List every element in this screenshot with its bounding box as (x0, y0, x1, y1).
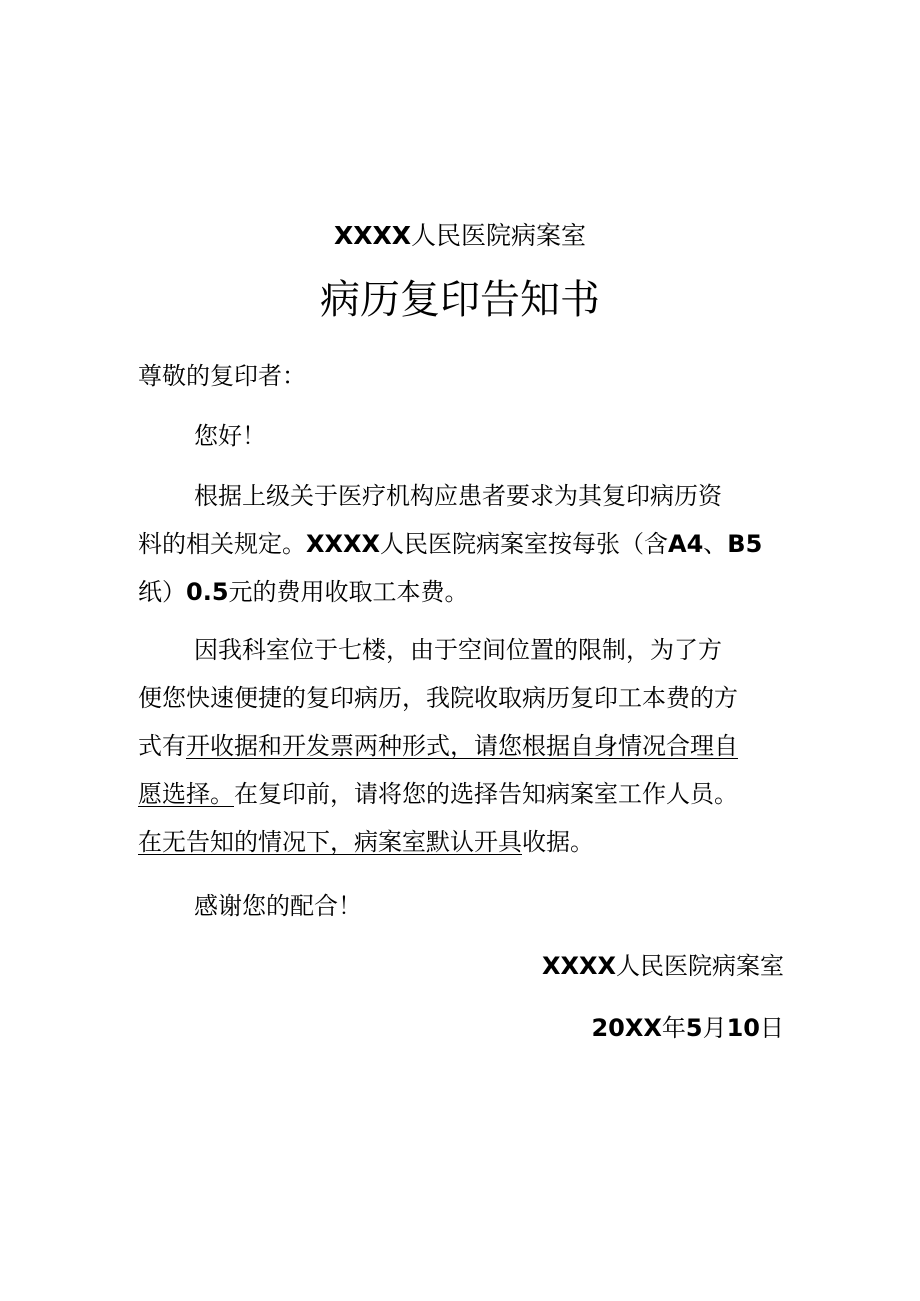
fee-text-end: 元的费用收取工本费。 (228, 578, 469, 606)
thanks-block (138, 882, 784, 930)
paper-size-b5: B5 (727, 530, 763, 558)
date-month: 5 (685, 1014, 703, 1042)
date-year: 20XX (591, 1014, 662, 1042)
date (138, 1004, 784, 1052)
greeting: 您好！ (194, 422, 266, 450)
signature-org-prefix: XXXX (541, 952, 616, 980)
paragraph-receipt-line-3 (138, 722, 784, 770)
fee-text-paper: 纸） (138, 578, 186, 606)
paragraph-fee-line-1: 根据上级关于医疗机构应患者要求为其复印病历资 (194, 482, 722, 510)
receipt-text-a: 式有 (138, 732, 186, 760)
salutation-block (138, 352, 784, 400)
salutation: 尊敬的复印者： (138, 362, 306, 390)
receipt-underlined-default: 在无告知的情况下，病案室默认开具 (138, 828, 522, 856)
receipt-text-end: 收据。 (522, 828, 594, 856)
date-year-unit: 年 (661, 1014, 686, 1042)
fee-org-prefix: XXXX (306, 530, 381, 558)
date-month-unit: 月 (702, 1014, 727, 1042)
paragraph-receipt-line-2: 便您快速便捷的复印病历，我院收取病历复印工本费的方 (138, 684, 738, 712)
paragraph-receipt-line-5 (138, 818, 784, 866)
fee-text-c: 人民医院病案室按每张（含 (380, 530, 669, 558)
date-day: 10 (726, 1014, 760, 1042)
org-header (0, 216, 920, 256)
signature-org-suffix: 人民医院病案室 (616, 952, 784, 980)
paper-size-a4: A4 (668, 530, 704, 558)
org-header-prefix: XXXX (333, 221, 412, 250)
fee-amount: 0.5 (186, 578, 229, 606)
paragraph-fee (138, 472, 784, 616)
receipt-underlined-options: 开收据和开发票两种形式，请您根据自身情况合理自 (186, 732, 738, 760)
paragraph-receipt-line-1: 因我科室位于七楼，由于空间位置的限制，为了方 (194, 636, 722, 664)
greeting-block (138, 412, 784, 460)
paragraph-receipt-line-4 (138, 770, 784, 818)
document-title: 病历复印告知书 (320, 277, 600, 323)
date-day-unit: 日 (760, 1014, 784, 1042)
paragraph-fee-line-2 (138, 520, 784, 568)
receipt-underlined-choice: 愿选择。 (138, 780, 234, 808)
paragraph-fee-line-3 (138, 568, 784, 616)
org-header-suffix: 人民医院病案室 (411, 221, 587, 250)
fee-separator: 、 (703, 530, 728, 558)
receipt-text-inform: 在复印前，请将您的选择告知病案室工作人员。 (234, 780, 738, 808)
thanks: 感谢您的配合！ (194, 892, 362, 920)
signature (138, 942, 784, 990)
fee-text-a: 料的相关规定。 (138, 530, 306, 558)
paragraph-receipt (138, 626, 784, 866)
